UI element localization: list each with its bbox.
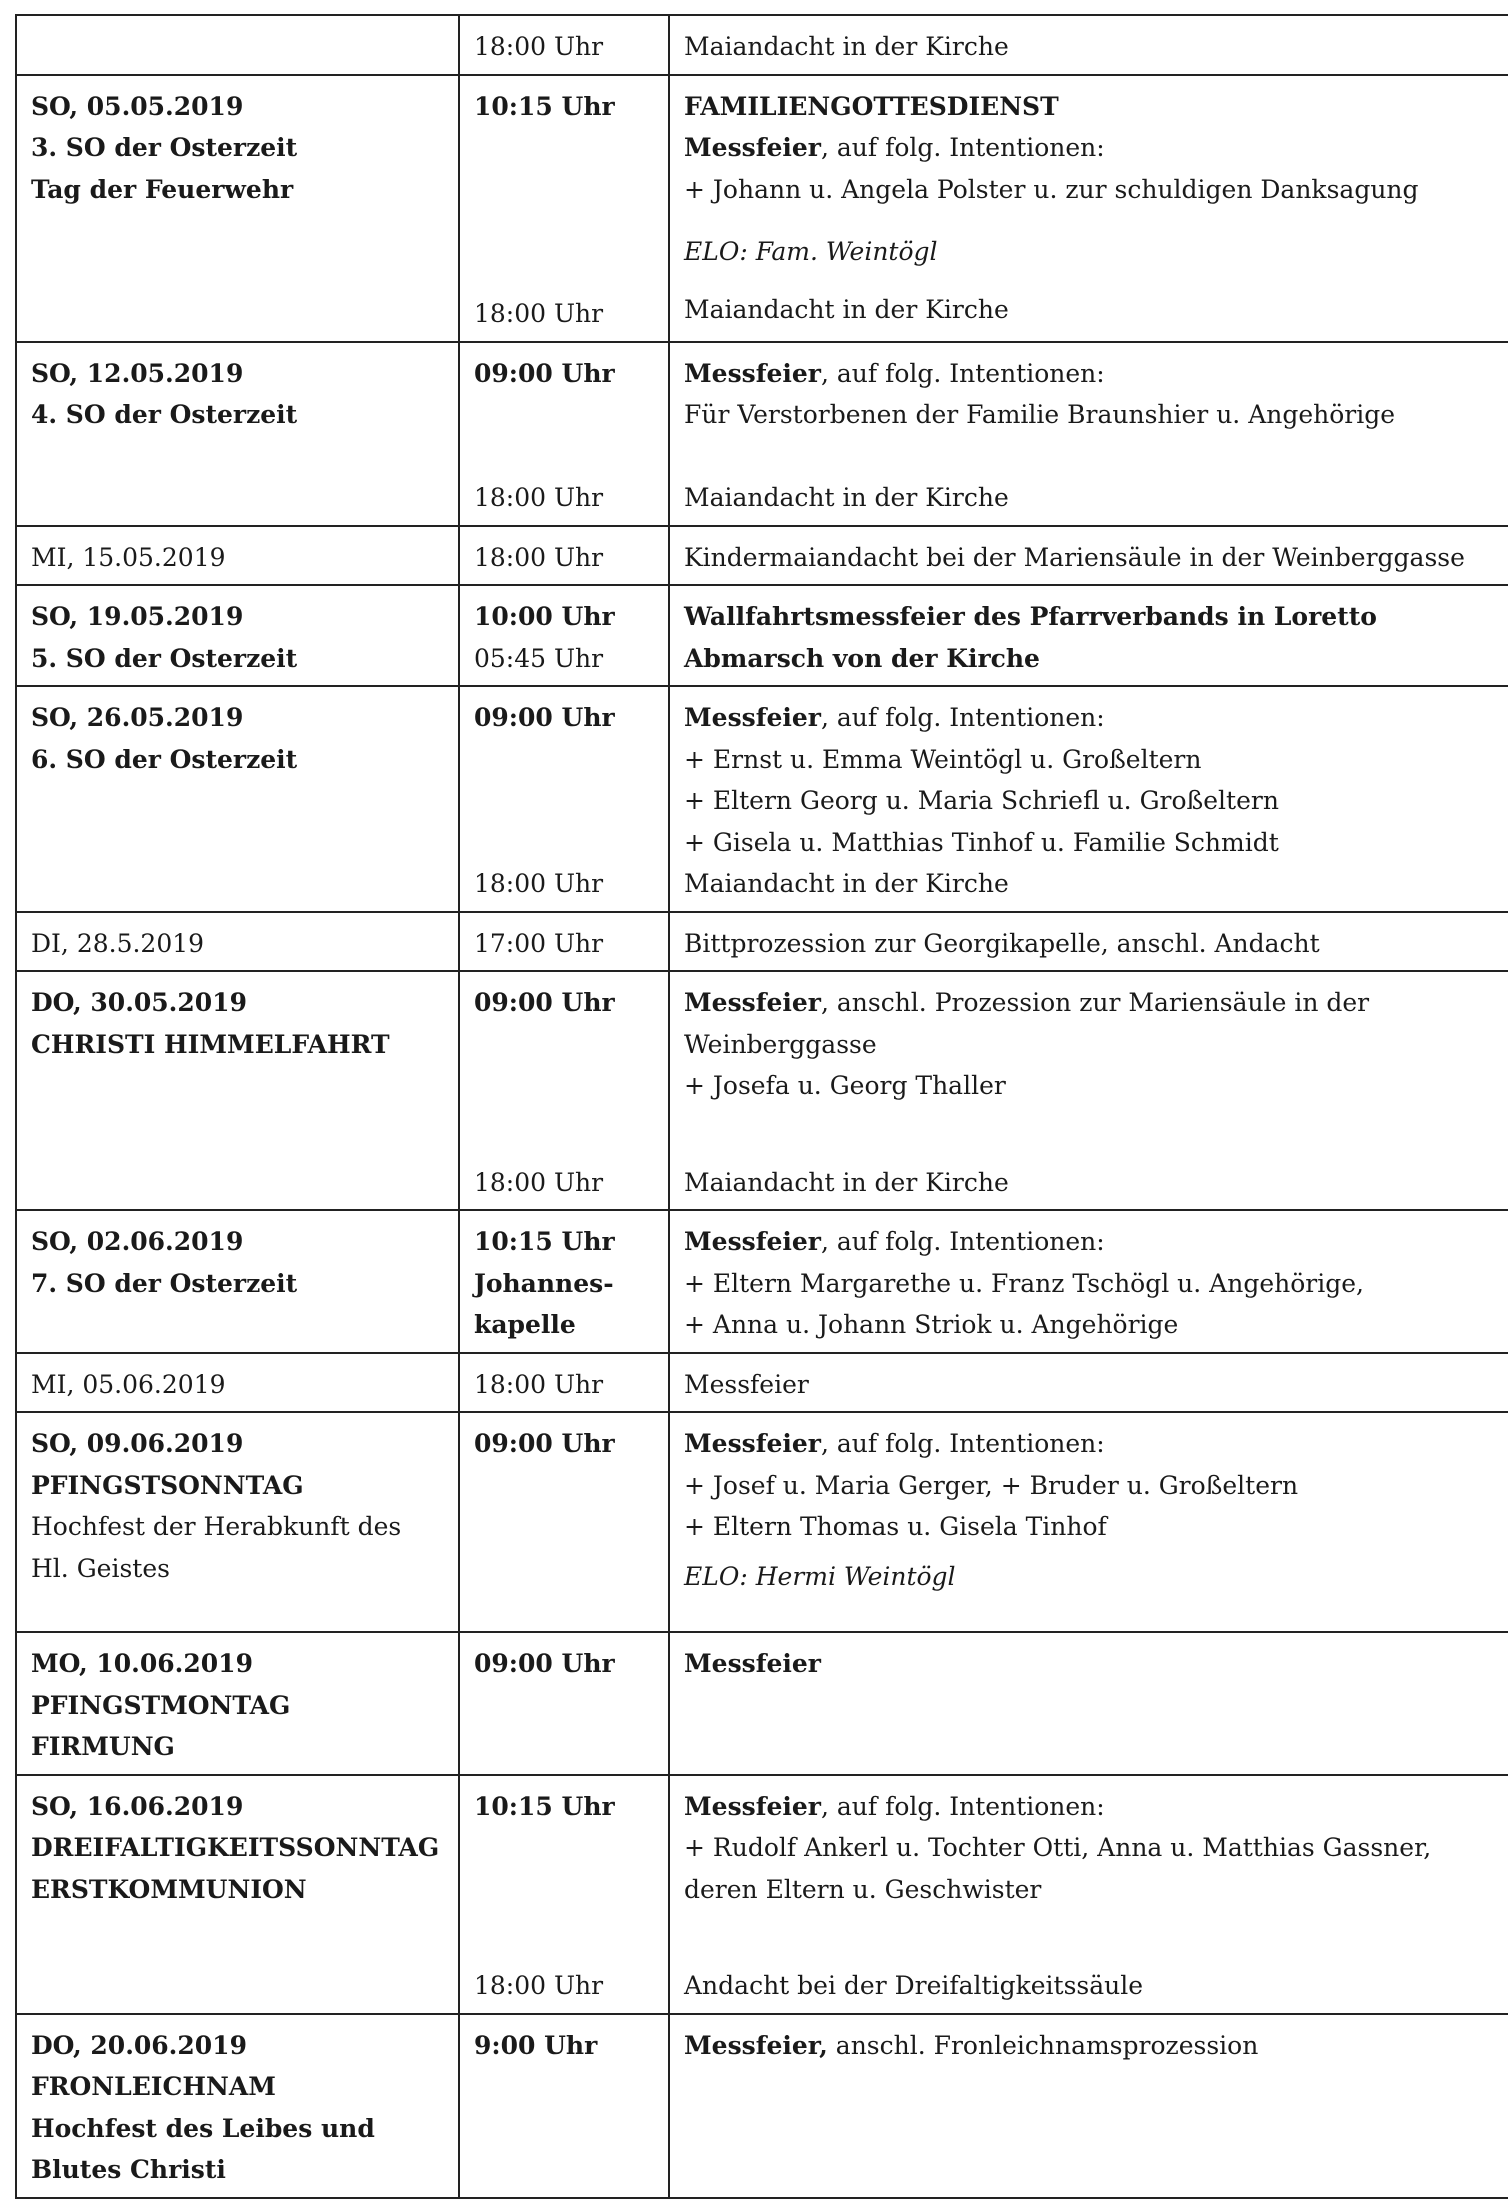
time-cell	[459, 2014, 669, 2198]
event-cell	[669, 1412, 1508, 1632]
table-row	[16, 15, 1508, 75]
date: DO, 30.05.2019	[31, 988, 247, 1017]
time: 18:00 Uhr	[474, 483, 604, 512]
mass-suffix: , auf folg. Intentionen:	[820, 358, 1105, 388]
date: SO, 26.05.2019	[31, 703, 244, 732]
mass-suffix: , anschl. Prozession zur Mariensäule in der	[820, 988, 1370, 1017]
event-text: Maiandacht in der Kirche	[684, 294, 1009, 324]
mass-label: Messfeier	[684, 1649, 821, 1678]
event-text: Abmarsch von der Kirche	[684, 643, 1040, 673]
event-cell	[669, 15, 1508, 75]
mass-label: Messfeier,	[684, 2030, 828, 2060]
liturgical-day: CHRISTI HIMMELFAHRT	[31, 1029, 390, 1059]
mass-label: Messfeier	[684, 1429, 821, 1458]
date-cell	[16, 912, 459, 972]
date-cell	[16, 342, 459, 526]
table-row	[16, 686, 1508, 912]
table-row	[16, 1632, 1508, 1775]
date: DI, 28.5.2019	[31, 928, 205, 958]
time: 18:00 Uhr	[474, 1971, 604, 2000]
time: 09:00 Uhr	[474, 1649, 615, 1678]
time: 10:15 Uhr	[474, 1227, 615, 1256]
event-text: Andacht bei der Dreifaltigkeitssäule	[684, 1971, 1144, 2000]
date-cell	[16, 686, 459, 912]
day-note: FIRMUNG	[31, 1732, 175, 1761]
date-cell	[16, 585, 459, 686]
event-cell	[669, 1775, 1508, 2014]
event-text: Maiandacht in der Kirche	[684, 1167, 1009, 1197]
time: 18:00 Uhr	[474, 542, 604, 572]
time: 18:00 Uhr	[474, 32, 604, 61]
liturgical-day: FRONLEICHNAM	[31, 2072, 276, 2101]
elo-note: ELO: Fam. Weintögl	[684, 237, 938, 266]
intention: + Josefa u. Georg Thaller	[684, 1071, 1006, 1100]
day-note: Hl. Geistes	[31, 1553, 170, 1583]
table-row	[16, 585, 1508, 686]
mass-label: Messfeier	[684, 358, 821, 388]
elo-note: ELO: Hermi Weintögl	[684, 1561, 956, 1591]
event-title: Wallfahrtsmessfeier des Pfarrverbands in Loretto	[684, 602, 1377, 631]
mass-label: Messfeier	[684, 703, 821, 732]
date: SO, 12.05.2019	[31, 358, 244, 388]
time-cell	[459, 971, 669, 1210]
table-row	[16, 1775, 1508, 2014]
liturgical-day: 4. SO der Osterzeit	[31, 400, 298, 429]
table-row	[16, 526, 1508, 586]
date-cell	[16, 1412, 459, 1632]
time: 10:15 Uhr	[474, 1791, 615, 1821]
date: MI, 15.05.2019	[31, 542, 226, 572]
day-note: Tag der Feuerwehr	[31, 174, 294, 204]
mass-suffix: , auf folg. Intentionen:	[820, 1791, 1105, 1821]
time: 09:00 Uhr	[474, 988, 615, 1017]
event-cell	[669, 585, 1508, 686]
table-row	[16, 342, 1508, 526]
event-cell	[669, 686, 1508, 912]
mass-suffix: , auf folg. Intentionen:	[820, 1227, 1105, 1256]
mass-suffix: , auf folg. Intentionen:	[820, 703, 1105, 732]
liturgical-day: PFINGSTSONNTAG	[31, 1470, 304, 1500]
time-cell	[459, 342, 669, 526]
table-row	[16, 1210, 1508, 1353]
time-cell	[459, 1412, 669, 1632]
time-cell	[459, 526, 669, 586]
table-row	[16, 912, 1508, 972]
time-cell	[459, 1353, 669, 1413]
event-cell	[669, 912, 1508, 972]
table-row	[16, 75, 1508, 342]
intention: + Eltern Margarethe u. Franz Tschögl u. Angehörige,	[684, 1268, 1364, 1298]
date-cell	[16, 15, 459, 75]
date-cell	[16, 1353, 459, 1413]
event-text: Maiandacht in der Kirche	[684, 869, 1009, 898]
time-cell	[459, 75, 669, 342]
date-cell	[16, 971, 459, 1210]
date: SO, 05.05.2019	[31, 91, 244, 121]
mass-suffix: , auf folg. Intentionen:	[820, 1429, 1105, 1458]
liturgical-day: DREIFALTIGKEITSSONNTAG	[31, 1833, 440, 1862]
date-cell	[16, 1775, 459, 2014]
time-cell	[459, 1775, 669, 2014]
event-cell	[669, 342, 1508, 526]
event-cell	[669, 75, 1508, 342]
event-text: Messfeier	[684, 1369, 809, 1399]
intention: + Rudolf Ankerl u. Tochter Otti, Anna u. Matthias Gassner,	[684, 1833, 1432, 1862]
time: 18:00 Uhr	[474, 1167, 604, 1197]
liturgical-day: 3. SO der Osterzeit	[31, 133, 298, 162]
liturgical-day: PFINGSTMONTAG	[31, 1690, 291, 1720]
time: 10:15 Uhr	[474, 91, 615, 121]
date-cell	[16, 1210, 459, 1353]
location: Johannes-	[474, 1268, 614, 1298]
day-note: Hochfest des Leibes und	[31, 2113, 375, 2143]
intention: + Eltern Georg u. Maria Schriefl u. Großeltern	[684, 786, 1279, 815]
date-cell	[16, 2014, 459, 2198]
time-cell	[459, 912, 669, 972]
event-text: Kindermaiandacht bei der Mariensäule in der Weinberggasse	[684, 542, 1465, 572]
day-note: Blutes Christi	[31, 2155, 226, 2184]
event-cell	[669, 971, 1508, 1210]
event-text: Maiandacht in der Kirche	[684, 483, 1009, 512]
day-note: Hochfest der Herabkunft des	[31, 1512, 402, 1541]
time: 17:00 Uhr	[474, 928, 604, 958]
date: MI, 05.06.2019	[31, 1369, 226, 1399]
intention: Für Verstorbenen der Familie Braunshier u. Angehörige	[684, 400, 1396, 429]
mass-label: Messfeier	[684, 133, 821, 162]
mass-label: Messfeier	[684, 988, 821, 1017]
date: SO, 09.06.2019	[31, 1429, 244, 1458]
intention: Weinberggasse	[684, 1029, 877, 1059]
intention: + Ernst u. Emma Weintögl u. Großeltern	[684, 744, 1202, 774]
date-cell	[16, 1632, 459, 1775]
time: 18:00 Uhr	[474, 1369, 604, 1399]
intention: deren Eltern u. Geschwister	[684, 1874, 1042, 1904]
table-row	[16, 1412, 1508, 1632]
liturgical-day: 5. SO der Osterzeit	[31, 643, 298, 673]
intention: + Eltern Thomas u. Gisela Tinhof	[684, 1512, 1107, 1541]
intention: + Josef u. Maria Gerger, + Bruder u. Großeltern	[684, 1470, 1299, 1500]
time: 09:00 Uhr	[474, 1429, 615, 1458]
date: SO, 19.05.2019	[31, 602, 244, 631]
table-row	[16, 2014, 1508, 2198]
date: SO, 16.06.2019	[31, 1791, 244, 1821]
event-cell	[669, 1632, 1508, 1775]
date-cell	[16, 75, 459, 342]
time-cell	[459, 1632, 669, 1775]
time-cell	[459, 686, 669, 912]
mass-suffix: , auf folg. Intentionen:	[820, 133, 1105, 162]
table-row	[16, 971, 1508, 1210]
date: DO, 20.06.2019	[31, 2030, 247, 2060]
event-cell	[669, 1353, 1508, 1413]
time-cell	[459, 585, 669, 686]
date-cell	[16, 526, 459, 586]
table-row	[16, 1353, 1508, 1413]
event-text: Maiandacht in der Kirche	[684, 32, 1009, 61]
mass-label: Messfeier	[684, 1227, 821, 1256]
time: 18:00 Uhr	[474, 869, 604, 898]
time: 05:45 Uhr	[474, 643, 604, 673]
location: kapelle	[474, 1310, 576, 1339]
time-cell	[459, 15, 669, 75]
event-cell	[669, 1210, 1508, 1353]
liturgical-day: 6. SO der Osterzeit	[31, 744, 298, 774]
intention: + Anna u. Johann Striok u. Angehörige	[684, 1310, 1179, 1339]
event-text: Bittprozession zur Georgikapelle, anschl. Andacht	[684, 928, 1320, 958]
time-cell	[459, 1210, 669, 1353]
mass-suffix: anschl. Fronleichnamsprozession	[827, 2030, 1259, 2060]
time: 10:00 Uhr	[474, 602, 615, 631]
day-note: ERSTKOMMUNION	[31, 1874, 307, 1904]
schedule-table	[15, 14, 1508, 2199]
time: 09:00 Uhr	[474, 703, 615, 732]
intention: + Johann u. Angela Polster u. zur schuldigen Danksagung	[684, 174, 1419, 204]
liturgical-day: 7. SO der Osterzeit	[31, 1268, 298, 1298]
date: MO, 10.06.2019	[31, 1649, 253, 1678]
time: 18:00 Uhr	[474, 299, 604, 328]
time: 9:00 Uhr	[474, 2030, 598, 2060]
date: SO, 02.06.2019	[31, 1227, 244, 1256]
time: 09:00 Uhr	[474, 358, 615, 388]
event-cell	[669, 526, 1508, 586]
intention: + Gisela u. Matthias Tinhof u. Familie Schmidt	[684, 827, 1279, 857]
event-title: FAMILIENGOTTESDIENST	[684, 91, 1059, 121]
mass-label: Messfeier	[684, 1791, 821, 1821]
event-cell	[669, 2014, 1508, 2198]
